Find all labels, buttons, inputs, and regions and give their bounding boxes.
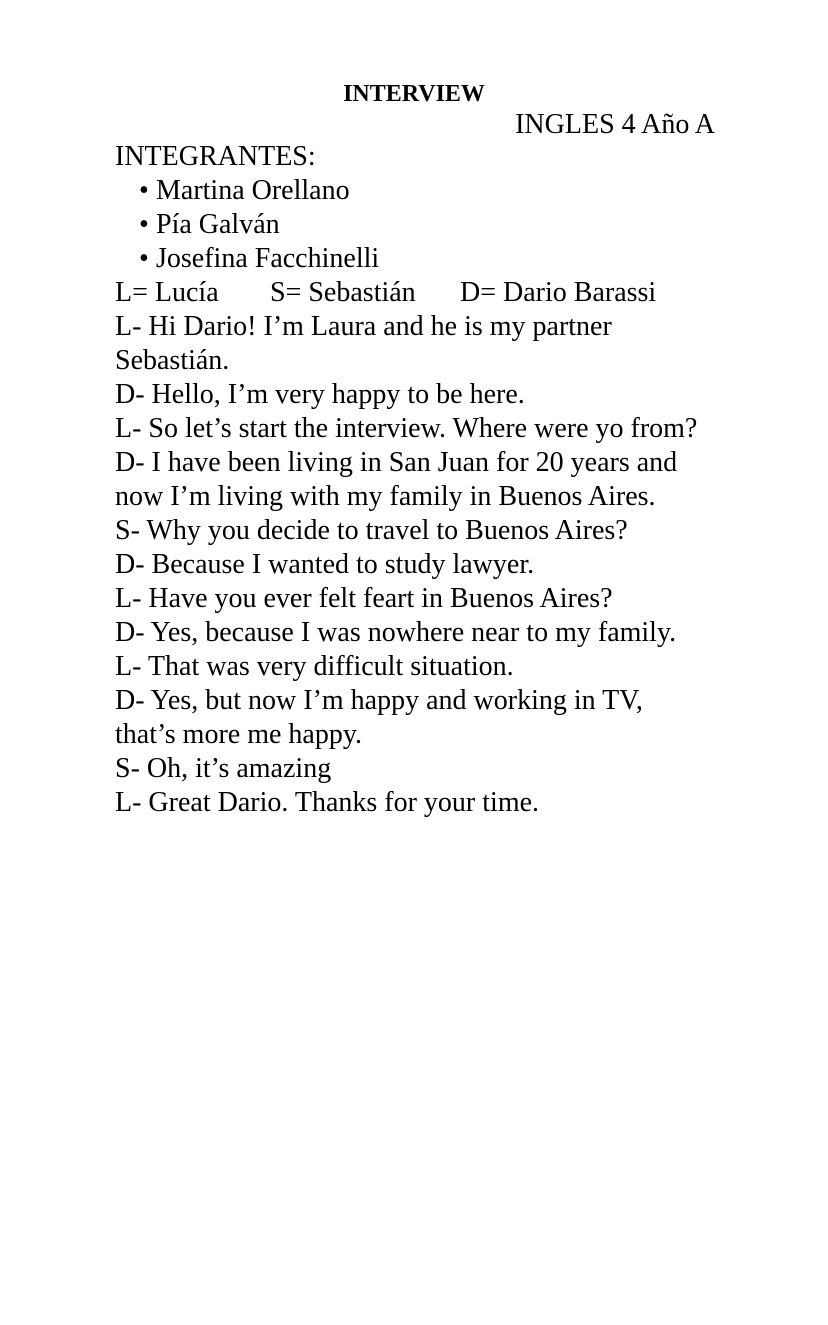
dialogue-line: S- Why you decide to travel to Buenos Aires? [115,515,628,546]
dialogue-line: L- That was very difficult situation. [115,651,514,682]
document-body [115,140,755,820]
document-title: INTERVIEW [343,81,485,107]
list-item [115,242,755,276]
bullet-icon: • [139,175,149,206]
legend-s: S= Sebastián [270,277,416,308]
legend-l: L= Lucía [115,277,219,308]
dialogue-line: D- I have been living in San Juan for 20 years and [115,447,678,478]
list-item [115,174,755,208]
members-list [115,174,755,276]
legend-d: D= Dario Barassi [460,277,657,308]
dialogue-line: D- Yes, but now I’m happy and working in TV, [115,685,643,716]
bullet-icon: • [139,243,149,274]
members-heading: INTEGRANTES: [115,141,316,172]
dialogue-line: L- Great Dario. Thanks for your time. [115,787,540,818]
member-name: Martina Orellano [156,175,350,206]
dialogue-line: S- Oh, it’s amazing [115,753,332,784]
member-name: Josefina Facchinelli [156,243,380,274]
dialogue-line: D- Yes, because I was nowhere near to my family. [115,617,677,648]
member-name: Pía Galván [156,209,280,240]
dialogue [115,310,755,820]
dialogue-line: Sebastián. [115,345,230,376]
bullet-icon: • [139,209,149,240]
dialogue-line: that’s more me happy. [115,719,363,750]
dialogue-line: D- Because I wanted to study lawyer. [115,549,535,580]
dialogue-line: L- Hi Dario! I’m Laura and he is my partner [115,311,612,342]
dialogue-line: D- Hello, I’m very happy to be here. [115,379,525,410]
speaker-legend [115,276,755,310]
dialogue-line: L- Have you ever felt feart in Buenos Aires? [115,583,613,614]
list-item [115,208,755,242]
dialogue-line: now I’m living with my family in Buenos Aires. [115,481,656,512]
dialogue-line: L- So let’s start the interview. Where were yo from? [115,413,698,444]
course-label: INGLES 4 Año A [515,109,715,140]
